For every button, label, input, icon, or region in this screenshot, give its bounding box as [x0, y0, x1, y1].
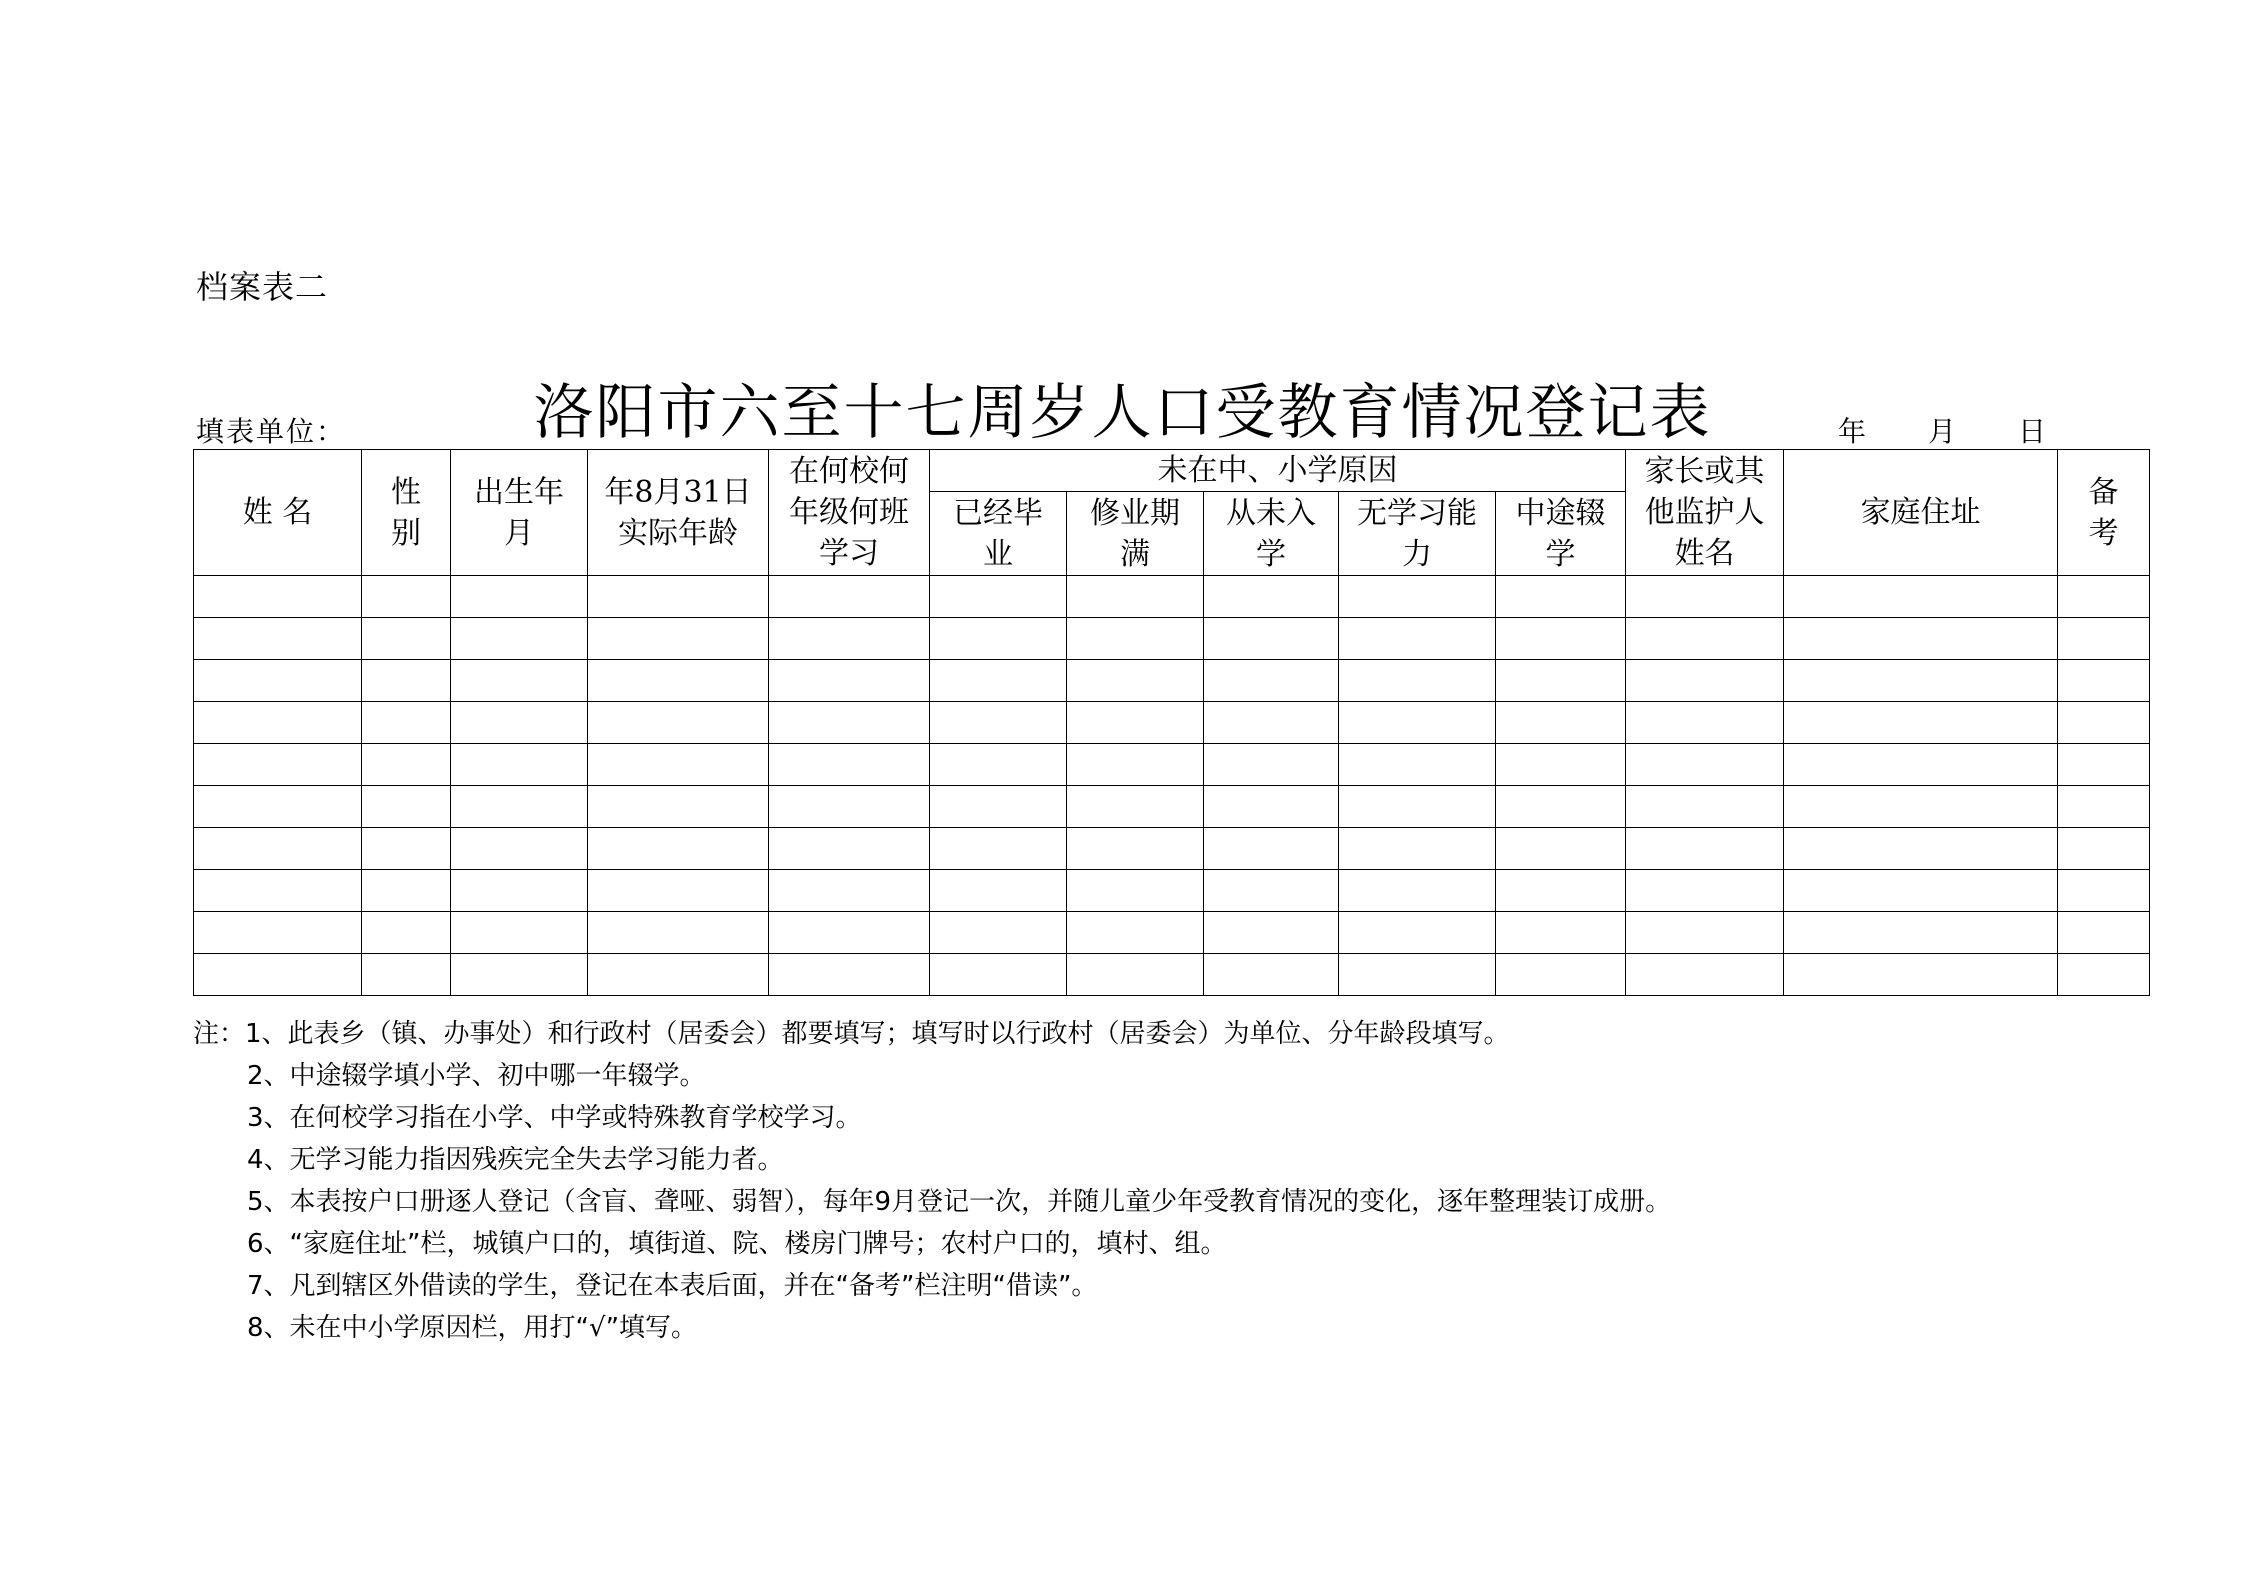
table-cell[interactable]: [769, 828, 930, 870]
table-cell[interactable]: [194, 576, 362, 618]
note-item: 2、中途辍学填小学、初中哪一年辍学。: [247, 1061, 706, 1091]
table-cell[interactable]: [588, 660, 769, 702]
table-cell[interactable]: [194, 954, 362, 996]
table-cell[interactable]: [930, 744, 1067, 786]
table-cell[interactable]: [1204, 870, 1339, 912]
table-cell[interactable]: [1067, 744, 1204, 786]
header-school: 在何校何 年级何班 学习: [769, 450, 930, 576]
table-cell[interactable]: [1067, 954, 1204, 996]
note-item: 5、本表按户口册逐人登记（含盲、聋哑、弱智），每年9月登记一次，并随儿童少年受教育情况的变化，逐年整理装订成册。: [247, 1187, 1672, 1217]
date-line: [1838, 410, 2046, 450]
table-cell[interactable]: [194, 660, 362, 702]
table-cell[interactable]: [2058, 702, 2150, 744]
table-row: [194, 618, 2150, 660]
table-cell[interactable]: [1067, 828, 1204, 870]
table-cell[interactable]: [451, 660, 588, 702]
note-item: 6、“家庭住址”栏，城镇户口的，填街道、院、楼房门牌号；农村户口的，填村、组。: [247, 1229, 1227, 1259]
table-cell[interactable]: [588, 744, 769, 786]
table-cell[interactable]: [1784, 618, 2058, 660]
table-cell[interactable]: [930, 660, 1067, 702]
table-cell[interactable]: [362, 576, 451, 618]
table-cell[interactable]: [2058, 744, 2150, 786]
page-title: 洛阳市六至十七周岁人口受教育情况登记表: [533, 378, 1712, 449]
table-cell[interactable]: [769, 618, 930, 660]
note-item: 4、无学习能力指因残疾完全失去学习能力者。: [247, 1145, 784, 1175]
table-cell[interactable]: [2058, 954, 2150, 996]
table-cell[interactable]: [1496, 828, 1626, 870]
table-cell[interactable]: [1339, 786, 1496, 828]
table-cell[interactable]: [588, 576, 769, 618]
table-cell[interactable]: [194, 786, 362, 828]
table-cell[interactable]: [194, 744, 362, 786]
table-row: [194, 870, 2150, 912]
table-cell[interactable]: [451, 954, 588, 996]
table-cell[interactable]: [451, 576, 588, 618]
header-reason-unable: 无学习能 力: [1339, 492, 1496, 576]
table-cell[interactable]: [362, 618, 451, 660]
table-cell[interactable]: [1067, 576, 1204, 618]
table-cell[interactable]: [1496, 660, 1626, 702]
table-cell[interactable]: [1784, 702, 2058, 744]
table-cell[interactable]: [1626, 954, 1784, 996]
table-cell[interactable]: [930, 576, 1067, 618]
table-cell[interactable]: [1339, 912, 1496, 954]
table-cell[interactable]: [1626, 702, 1784, 744]
table-row: [194, 954, 2150, 996]
table-cell[interactable]: [1496, 786, 1626, 828]
header-name: 姓 名: [194, 450, 362, 576]
table-row: [194, 744, 2150, 786]
table-cell[interactable]: [1496, 576, 1626, 618]
table-cell[interactable]: [362, 954, 451, 996]
table-cell[interactable]: [2058, 828, 2150, 870]
table-cell[interactable]: [362, 828, 451, 870]
table-cell[interactable]: [1067, 702, 1204, 744]
table-cell[interactable]: [1496, 912, 1626, 954]
header-reason-graduated: 已经毕 业: [930, 492, 1067, 576]
fill-unit-label: 填表单位：: [196, 415, 347, 448]
table-cell[interactable]: [930, 912, 1067, 954]
note-item: 注：1、此表乡（镇、办事处）和行政村（居委会）都要填写；填写时以行政村（居委会）为单位、分年龄段填写。: [193, 1019, 1510, 1049]
table-cell[interactable]: [1496, 618, 1626, 660]
table-cell[interactable]: [1204, 744, 1339, 786]
table-cell[interactable]: [1204, 576, 1339, 618]
table-cell[interactable]: [1626, 870, 1784, 912]
date-day: 日: [2018, 415, 2047, 448]
table-cell[interactable]: [1784, 870, 2058, 912]
table-cell[interactable]: [1784, 954, 2058, 996]
table-cell[interactable]: [1496, 744, 1626, 786]
table-cell[interactable]: [1339, 660, 1496, 702]
table-cell[interactable]: [1626, 828, 1784, 870]
table-cell[interactable]: [451, 744, 588, 786]
table-cell[interactable]: [1067, 870, 1204, 912]
table-cell[interactable]: [769, 744, 930, 786]
table-cell[interactable]: [2058, 576, 2150, 618]
table-cell[interactable]: [451, 912, 588, 954]
header-guardian: 家长或其 他监护人 姓名: [1626, 450, 1784, 576]
note-item: 7、凡到辖区外借读的学生，登记在本表后面，并在“备考”栏注明“借读”。: [247, 1271, 1098, 1301]
table-cell[interactable]: [1784, 828, 2058, 870]
table-cell[interactable]: [1784, 576, 2058, 618]
table-cell[interactable]: [1339, 702, 1496, 744]
table-cell[interactable]: [930, 954, 1067, 996]
table-cell[interactable]: [2058, 912, 2150, 954]
table-cell[interactable]: [1496, 702, 1626, 744]
table-row: [194, 660, 2150, 702]
table-row: [194, 702, 2150, 744]
table-cell[interactable]: [194, 828, 362, 870]
header-address: 家庭住址: [1784, 450, 2058, 576]
table-cell[interactable]: [1626, 576, 1784, 618]
table-cell[interactable]: [451, 702, 588, 744]
table-body: [194, 576, 2150, 996]
table-cell[interactable]: [769, 786, 930, 828]
table-cell[interactable]: [362, 702, 451, 744]
table-cell[interactable]: [1784, 912, 2058, 954]
table-cell[interactable]: [1067, 618, 1204, 660]
note-item: 3、在何校学习指在小学、中学或特殊教育学校学习。: [247, 1103, 862, 1133]
table-cell[interactable]: [2058, 786, 2150, 828]
table-cell[interactable]: [2058, 660, 2150, 702]
table-cell[interactable]: [362, 786, 451, 828]
table-cell[interactable]: [1204, 828, 1339, 870]
table-cell[interactable]: [362, 870, 451, 912]
table-cell[interactable]: [1339, 828, 1496, 870]
table-cell[interactable]: [588, 618, 769, 660]
table-row: [194, 786, 2150, 828]
table-cell[interactable]: [451, 786, 588, 828]
table-cell[interactable]: [1067, 786, 1204, 828]
table-cell[interactable]: [1784, 744, 2058, 786]
table-cell[interactable]: [1496, 954, 1626, 996]
header-gender: 性 别: [362, 450, 451, 576]
table-cell[interactable]: [362, 912, 451, 954]
table-cell[interactable]: [1784, 660, 2058, 702]
header-reason-never-enrolled: 从未入 学: [1204, 492, 1339, 576]
table-cell[interactable]: [930, 828, 1067, 870]
table-cell[interactable]: [194, 618, 362, 660]
table-cell[interactable]: [1204, 660, 1339, 702]
document-label: 档案表二: [196, 268, 329, 306]
table-cell[interactable]: [451, 828, 588, 870]
table-cell[interactable]: [1204, 912, 1339, 954]
header-reason-dropout: 中途辍 学: [1496, 492, 1626, 576]
table-cell[interactable]: [769, 912, 930, 954]
registration-table: [193, 449, 2150, 996]
table-cell[interactable]: [930, 618, 1067, 660]
header-age: 年8月31日 实际年龄: [588, 450, 769, 576]
table-cell[interactable]: [2058, 618, 2150, 660]
table-cell[interactable]: [451, 618, 588, 660]
table-cell[interactable]: [588, 870, 769, 912]
table-row: [194, 912, 2150, 954]
table-cell[interactable]: [1784, 786, 2058, 828]
table-cell[interactable]: [194, 870, 362, 912]
notes: [193, 1013, 1671, 1349]
table-cell[interactable]: [1626, 660, 1784, 702]
table-cell[interactable]: [1339, 954, 1496, 996]
table-cell[interactable]: [1067, 660, 1204, 702]
table-row: [194, 576, 2150, 618]
table-cell[interactable]: [1496, 870, 1626, 912]
table-cell[interactable]: [451, 870, 588, 912]
table-cell[interactable]: [1626, 618, 1784, 660]
table-cell[interactable]: [588, 786, 769, 828]
table-cell[interactable]: [1339, 576, 1496, 618]
table-cell[interactable]: [1204, 954, 1339, 996]
table-cell[interactable]: [362, 744, 451, 786]
header-reason-group: 未在中、小学原因: [930, 450, 1626, 492]
table-cell[interactable]: [930, 702, 1067, 744]
table-cell[interactable]: [588, 702, 769, 744]
table-cell[interactable]: [769, 702, 930, 744]
table-cell[interactable]: [2058, 870, 2150, 912]
table-cell[interactable]: [1204, 786, 1339, 828]
date-year: 年: [1838, 415, 1867, 448]
table-cell[interactable]: [930, 786, 1067, 828]
table-cell[interactable]: [1204, 702, 1339, 744]
table-cell[interactable]: [1626, 744, 1784, 786]
table-cell[interactable]: [1626, 912, 1784, 954]
note-item: 8、未在中小学原因栏，用打“√”填写。: [247, 1313, 698, 1343]
header-reason-term-completed: 修业期 满: [1067, 492, 1204, 576]
table-cell[interactable]: [1626, 786, 1784, 828]
table-row: [194, 828, 2150, 870]
table-cell[interactable]: [588, 954, 769, 996]
table-cell[interactable]: [769, 954, 930, 996]
table-cell[interactable]: [194, 912, 362, 954]
table-cell[interactable]: [769, 870, 930, 912]
table-cell[interactable]: [930, 870, 1067, 912]
header-remark: 备 考: [2058, 450, 2150, 576]
table-cell[interactable]: [1339, 744, 1496, 786]
table-cell[interactable]: [769, 576, 930, 618]
table-cell[interactable]: [1067, 912, 1204, 954]
table-cell[interactable]: [588, 828, 769, 870]
table-cell[interactable]: [1204, 618, 1339, 660]
header-birth: 出生年 月: [451, 450, 588, 576]
date-month: 月: [1928, 415, 1957, 448]
table-cell[interactable]: [194, 702, 362, 744]
table-cell[interactable]: [1339, 870, 1496, 912]
table-cell[interactable]: [769, 660, 930, 702]
table-cell[interactable]: [588, 912, 769, 954]
table-cell[interactable]: [362, 660, 451, 702]
table-cell[interactable]: [1339, 618, 1496, 660]
